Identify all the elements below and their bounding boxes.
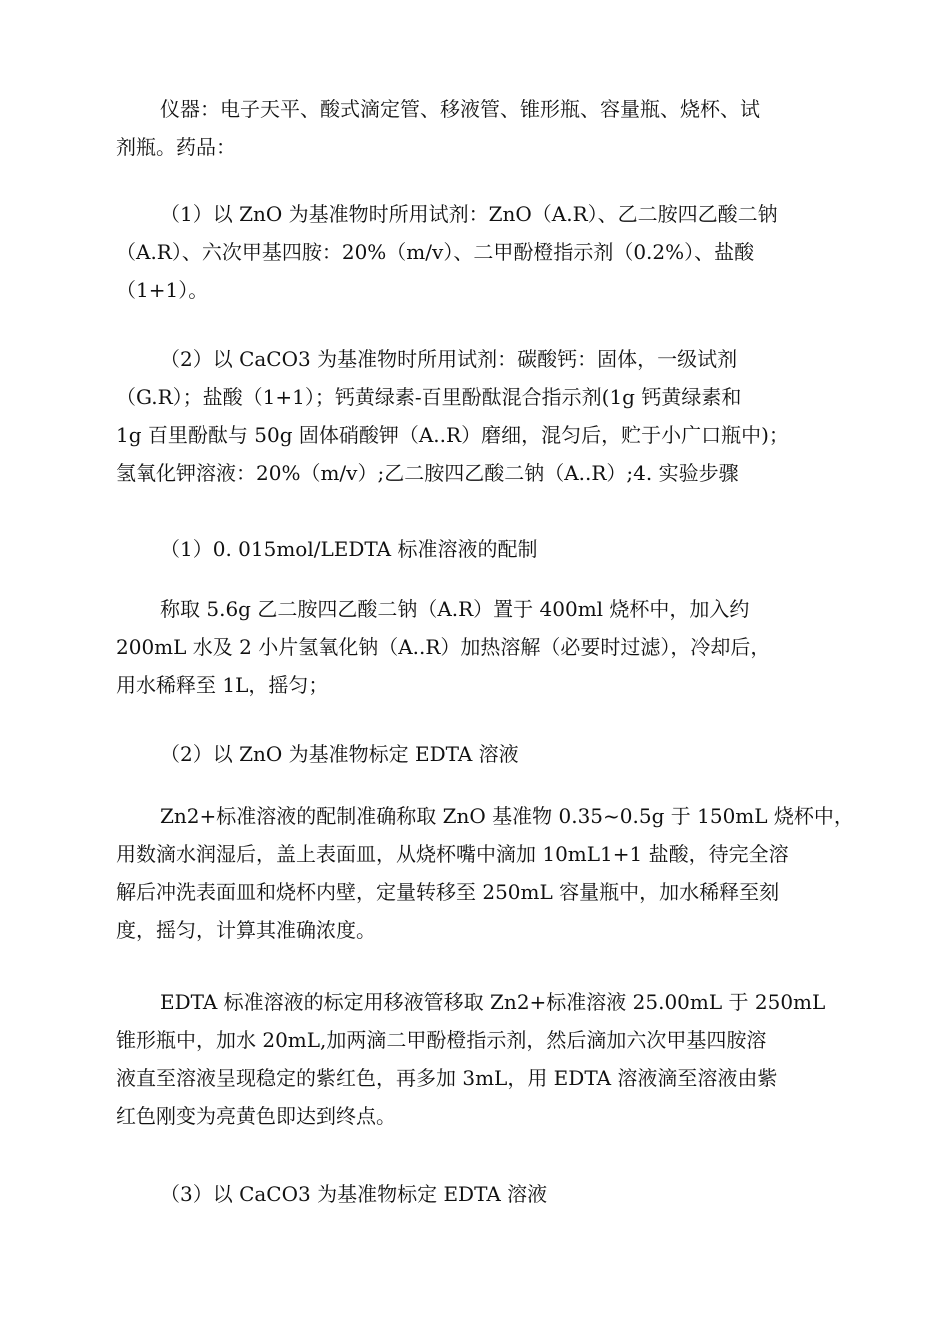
text-line: 1g 百里酚酞与 50g 固体硝酸钾（A..R）磨细，混匀后，贮于小广口瓶中)； — [116, 423, 789, 447]
heading-caco3-calibration — [116, 1175, 856, 1213]
heading-zno-calibration — [116, 735, 856, 773]
text-line: 用数滴水润湿后，盖上表面皿，从烧杯嘴中滴加 10mL1+1 盐酸，待完全溶 — [116, 842, 789, 866]
text-line: 红色刚变为亮黄色即达到终点。 — [116, 1104, 396, 1128]
text-line: （2）以 CaCO3 为基准物时所用试剂：碳酸钙：固体，一级试剂 — [160, 347, 738, 371]
text-line: 称取 5.6g 乙二胺四乙酸二钠（A.R）置于 400ml 烧杯中，加入约 — [160, 597, 750, 621]
text-line: （1）0. 015mol/LEDTA 标准溶液的配制 — [160, 537, 538, 561]
text-line: （1+1）。 — [116, 278, 209, 302]
paragraph-edta-calibration — [116, 983, 856, 1135]
text-line: Zn2+标准溶液的配制准确称取 ZnO 基准物 0.35~0.5g 于 150mL 烧杯中， — [160, 804, 854, 828]
paragraph-zn-standard — [116, 797, 856, 949]
heading-edta-preparation — [116, 530, 856, 568]
text-line: （A.R）、六次甲基四胺：20%（m/v）、二甲酚橙指示剂（0.2%）、盐酸 — [116, 240, 755, 264]
text-line: 剂瓶。药品： — [116, 135, 236, 159]
text-line: （G.R）；盐酸（1+1）；钙黄绿素-百里酚酞混合指示剂(1g 钙黄绿素和 — [116, 385, 742, 409]
text-line: 200mL 水及 2 小片氢氧化钠（A..R）加热溶解（必要时过滤），冷却后， — [116, 635, 771, 659]
text-line: 液直至溶液呈现稳定的紫红色，再多加 3mL，用 EDTA 溶液滴至溶液由紫 — [116, 1066, 778, 1090]
text-line: EDTA 标准溶液的标定用移液管移取 Zn2+标准溶液 25.00mL 于 250mL — [160, 990, 826, 1014]
paragraph-caco3-reagents — [116, 340, 856, 492]
text-line: 氢氧化钾溶液：20%（m/v）;乙二胺四乙酸二钠（A..R）;4. 实验步骤 — [116, 461, 739, 485]
text-line: 用水稀释至 1L，摇匀； — [116, 673, 329, 697]
text-line: （3）以 CaCO3 为基准物标定 EDTA 溶液 — [160, 1182, 548, 1206]
text-line: （2）以 ZnO 为基准物标定 EDTA 溶液 — [160, 742, 519, 766]
text-line: （1）以 ZnO 为基准物时所用试剂：ZnO（A.R）、乙二胺四乙酸二钠 — [160, 202, 778, 226]
paragraph-instruments — [116, 90, 856, 166]
paragraph-edta-preparation — [116, 590, 856, 704]
text-line: 解后冲洗表面皿和烧杯内壁，定量转移至 250mL 容量瓶中，加水稀释至刻 — [116, 880, 780, 904]
text-line: 仪器：电子天平、酸式滴定管、移液管、锥形瓶、容量瓶、烧杯、试 — [160, 97, 760, 121]
text-line: 度，摇匀，计算其准确浓度。 — [116, 918, 376, 942]
paragraph-zno-reagents — [116, 195, 856, 309]
text-line: 锥形瓶中，加水 20mL,加两滴二甲酚橙指示剂，然后滴加六次甲基四胺溶 — [116, 1028, 767, 1052]
